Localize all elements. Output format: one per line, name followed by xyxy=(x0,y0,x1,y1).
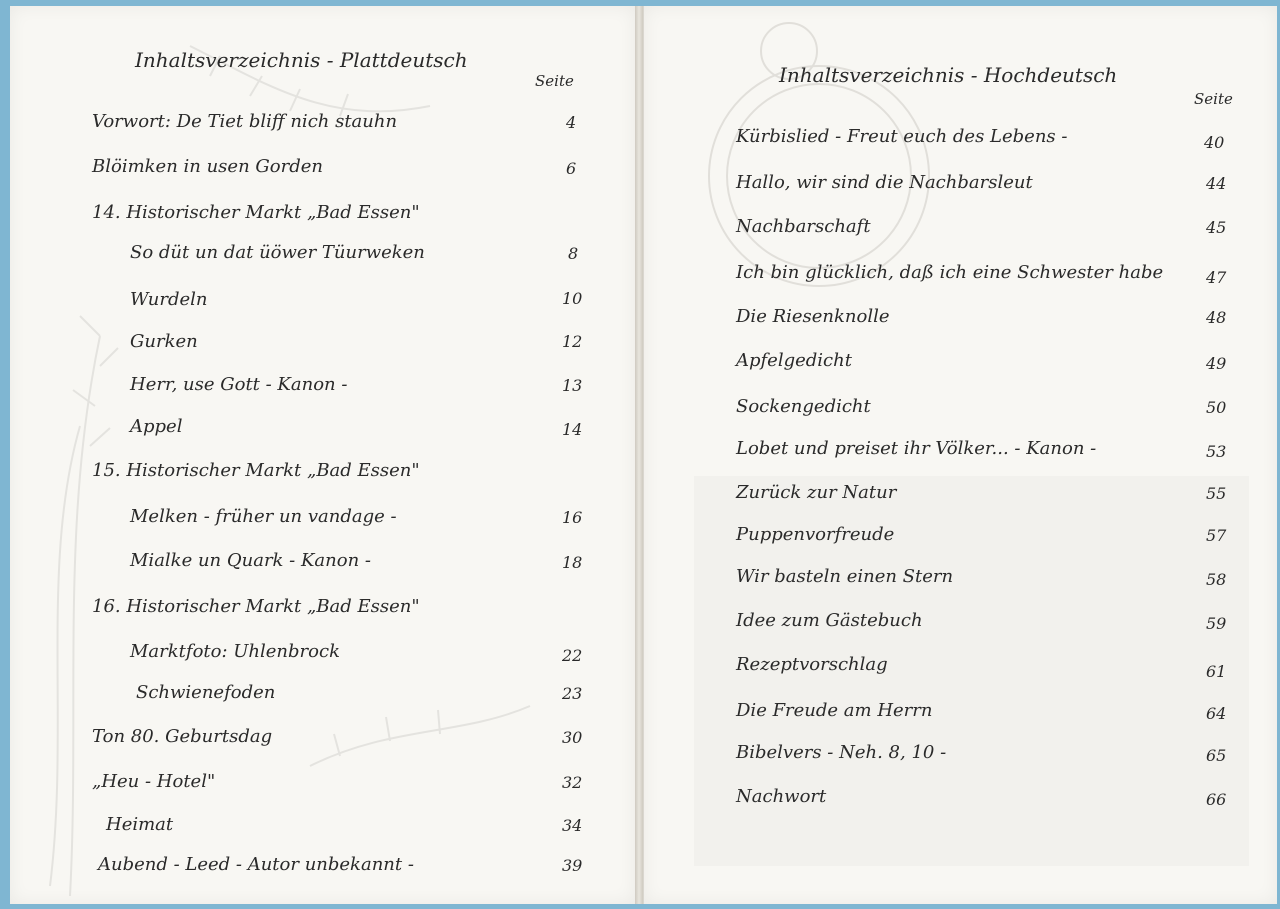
toc-page-number: 10 xyxy=(562,289,583,308)
toc-page-number: 40 xyxy=(1204,133,1225,152)
toc-page-number: 34 xyxy=(562,816,583,835)
toc-entry: So düt un dat üöwer Tüurweken xyxy=(130,242,425,263)
toc-page-number: 65 xyxy=(1206,746,1227,765)
toc-page-number: 48 xyxy=(1206,308,1227,327)
toc-entry: Mialke un Quark - Kanon - xyxy=(130,550,371,571)
toc-page-number: 44 xyxy=(1206,174,1227,193)
toc-entry: Apfelgedicht xyxy=(736,350,852,371)
toc-page-number: 47 xyxy=(1206,268,1227,287)
toc-entry: Puppenvorfreude xyxy=(736,524,895,545)
toc-entry: Blöimken in usen Gorden xyxy=(92,156,323,177)
toc-entry: Nachwort xyxy=(736,786,827,807)
toc-page-number: 57 xyxy=(1206,526,1227,545)
toc-entry: Nachbarschaft xyxy=(736,216,871,237)
toc-page-number: 45 xyxy=(1206,218,1227,237)
toc-entry: Rezeptvorschlag xyxy=(736,654,888,675)
toc-page-number: 32 xyxy=(562,773,583,792)
toc-entry: 16. Historischer Markt „Bad Essen" xyxy=(92,596,420,617)
toc-page-number: 30 xyxy=(562,728,583,747)
toc-entry: Wurdeln xyxy=(130,289,208,310)
toc-entry: Melken - früher un vandage - xyxy=(130,506,397,527)
toc-entry: „Heu - Hotel" xyxy=(92,771,216,792)
toc-page-number: 59 xyxy=(1206,614,1227,633)
toc-entry: Vorwort: De Tiet bliff nich stauhn xyxy=(92,111,398,132)
right-page xyxy=(643,6,1277,904)
toc-page-number: 4 xyxy=(566,113,577,132)
toc-list-plattdeutsch xyxy=(10,6,635,904)
left-page xyxy=(10,6,636,904)
toc-entry: Die Riesenknolle xyxy=(736,306,890,327)
toc-title-hochdeutsch: Inhaltsverzeichnis - Hochdeutsch xyxy=(779,63,1118,87)
seite-label: Seite xyxy=(535,72,574,90)
toc-page-number: 8 xyxy=(568,244,579,263)
toc-title-plattdeutsch: Inhaltsverzeichnis - Plattdeutsch xyxy=(135,48,468,72)
toc-page-number: 13 xyxy=(562,376,583,395)
toc-entry: 14. Historischer Markt „Bad Essen" xyxy=(92,202,420,223)
toc-page-number: 39 xyxy=(562,856,583,875)
toc-page-number: 23 xyxy=(562,684,583,703)
toc-page-number: 14 xyxy=(562,420,583,439)
toc-page-number: 61 xyxy=(1206,662,1227,681)
toc-entry: Heimat xyxy=(106,814,174,835)
toc-page-number: 6 xyxy=(566,159,577,178)
toc-entry: Wir basteln einen Stern xyxy=(736,566,954,587)
toc-page-number: 50 xyxy=(1206,398,1227,417)
toc-entry: Bibelvers - Neh. 8, 10 - xyxy=(736,742,947,763)
book-gutter xyxy=(635,6,643,904)
toc-page-number: 16 xyxy=(562,508,583,527)
toc-entry: Aubend - Leed - Autor unbekannt - xyxy=(98,854,414,875)
toc-entry: Lobet und preiset ihr Völker... - Kanon - xyxy=(736,438,1097,459)
toc-entry: 15. Historischer Markt „Bad Essen" xyxy=(92,460,420,481)
toc-page-number: 64 xyxy=(1206,704,1227,723)
toc-entry: Appel xyxy=(130,416,183,437)
toc-entry: Hallo, wir sind die Nachbarsleut xyxy=(736,172,1033,193)
toc-list-hochdeutsch xyxy=(644,6,1277,904)
toc-page-number: 66 xyxy=(1206,790,1227,809)
toc-entry: Gurken xyxy=(130,331,198,352)
toc-entry: Zurück zur Natur xyxy=(736,482,897,503)
toc-entry: Schwienefoden xyxy=(136,682,276,703)
toc-entry: Marktfoto: Uhlenbrock xyxy=(130,641,340,662)
toc-entry: Ich bin glücklich, daß ich eine Schwester habe xyxy=(736,262,1164,283)
toc-entry: Ton 80. Geburtsdag xyxy=(92,726,273,747)
toc-page-number: 55 xyxy=(1206,484,1227,503)
toc-page-number: 58 xyxy=(1206,570,1227,589)
toc-entry: Die Freude am Herrn xyxy=(736,700,933,721)
toc-page-number: 18 xyxy=(562,553,583,572)
toc-entry: Sockengedicht xyxy=(736,396,871,417)
toc-page-number: 53 xyxy=(1206,442,1227,461)
toc-page-number: 49 xyxy=(1206,354,1227,373)
toc-entry: Kürbislied - Freut euch des Lebens - xyxy=(736,126,1068,147)
toc-entry: Idee zum Gästebuch xyxy=(736,610,923,631)
seite-label: Seite xyxy=(1194,90,1233,108)
toc-page-number: 12 xyxy=(562,332,583,351)
toc-page-number: 22 xyxy=(562,646,583,665)
toc-entry: Herr, use Gott - Kanon - xyxy=(130,374,348,395)
